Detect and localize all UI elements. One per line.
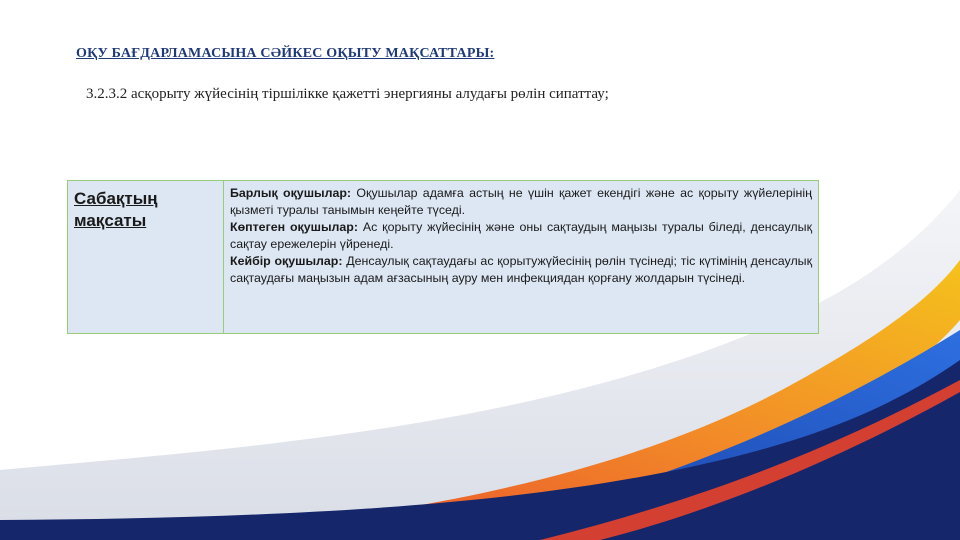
- goal-most-students-label: Көптеген оқушылар:: [230, 220, 358, 234]
- goal-most-students: [230, 219, 812, 253]
- lesson-goal-content-cell: [224, 181, 819, 334]
- goal-all-students-text: Оқушылар адамға астың не үшін қажет екендігі және ас қорыту жүйелерінің қызметі туралы танымын кеңейте түседі.: [230, 186, 812, 217]
- goal-all-students: [230, 185, 812, 219]
- lesson-goals-table: [67, 180, 819, 334]
- lesson-goal-label: Сабақтың мақсаты: [74, 189, 158, 230]
- lesson-goal-label-cell: [68, 181, 224, 334]
- goal-some-students-text: Денсаулық сақтаудағы ас қорытужүйесінің рөлін түсінеді; тіс күтімінің денсаулық сақтаудағы маңызын адам ағзасының ауру мен инфекциядан қорғану жолдарын түсінеді.: [230, 254, 812, 285]
- table-row: [68, 181, 819, 334]
- learning-objective: 3.2.3.2 асқорыту жүйесінің тіршілікке қажетті энергияны алудағы рөлін сипаттау;: [86, 86, 609, 102]
- goal-most-students-text: Ас қорыту жүйесінің және оны сақтаудың маңызы туралы біледі, денсаулық сақтау ережелерін үйренеді.: [230, 220, 812, 251]
- goal-some-students-label: Кейбір оқушылар:: [230, 254, 343, 268]
- slide-title: ОҚУ БАҒДАРЛАМАСЫНА СӘЙКЕС ОҚЫТУ МАҚСАТТАРЫ:: [76, 46, 495, 61]
- goal-all-students-label: Барлық оқушылар:: [230, 186, 352, 200]
- goal-some-students: [230, 253, 812, 287]
